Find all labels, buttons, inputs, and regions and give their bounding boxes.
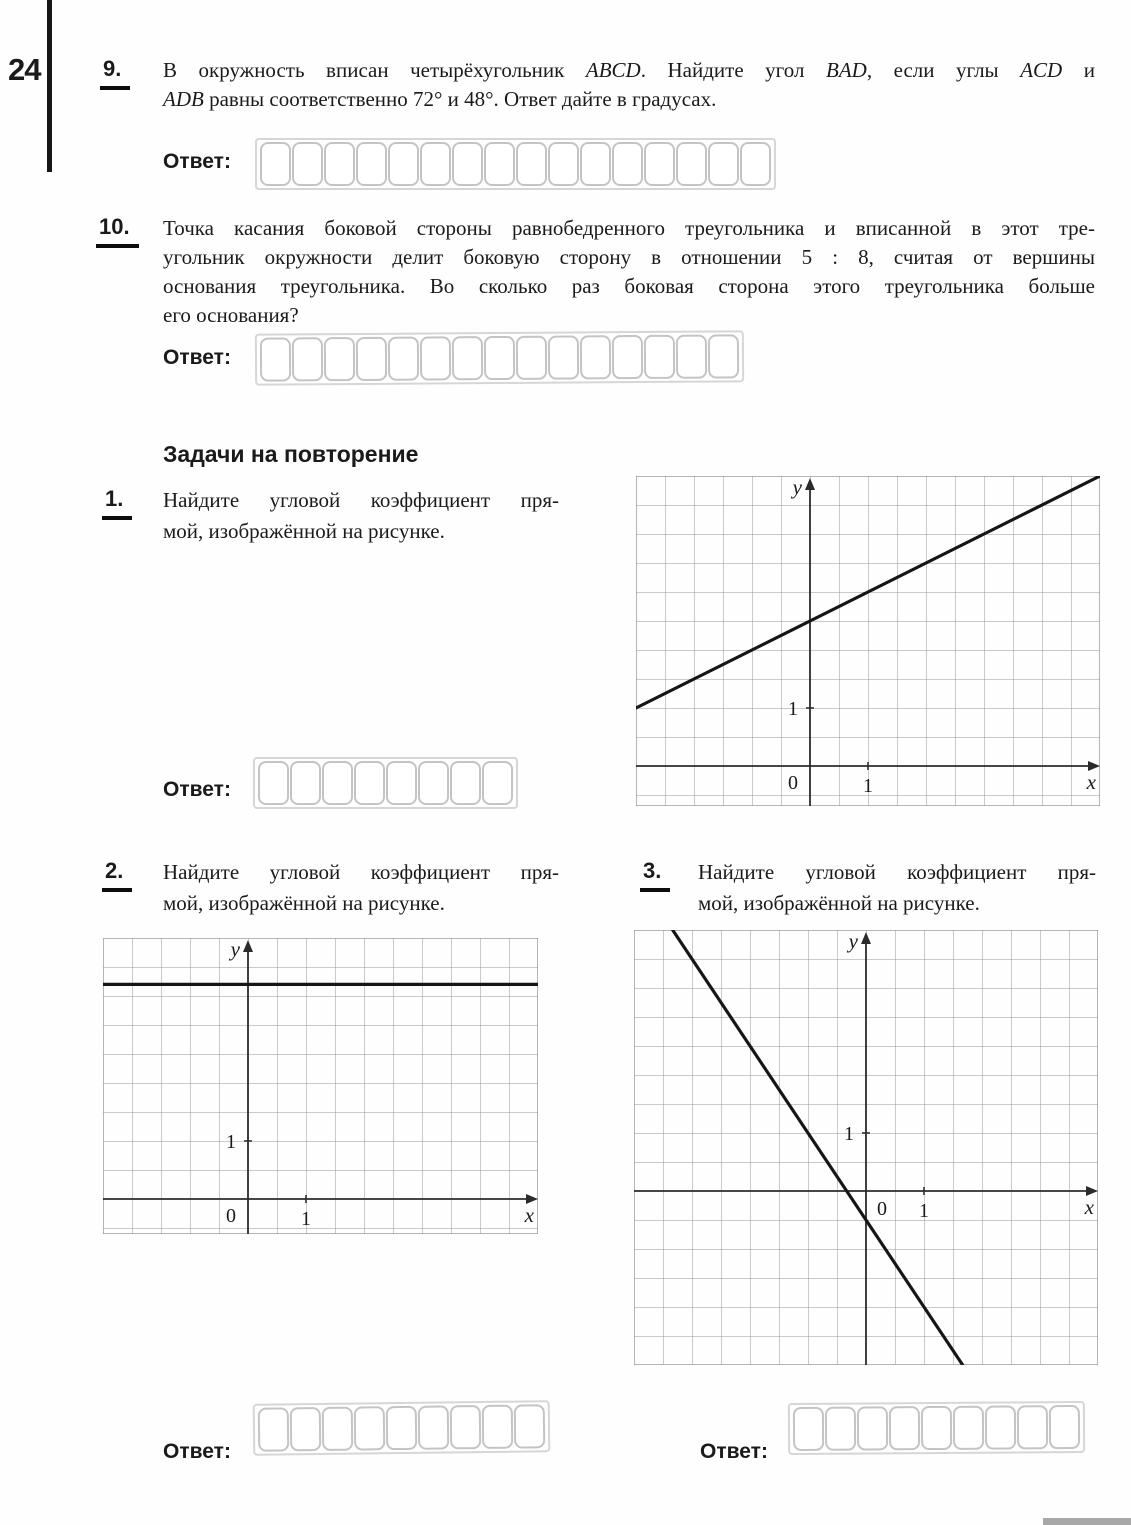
answer-label-9: Ответ: <box>163 150 231 173</box>
graph-3 <box>634 930 1098 1365</box>
answer-cell[interactable] <box>985 1405 1016 1449</box>
answer-cell[interactable] <box>612 142 643 186</box>
answer-cell[interactable] <box>292 142 323 186</box>
problem-9-line-1: В окружность вписан четырёхугольник ABCD. Найдите угол BAD, если углы ACD и <box>163 58 1095 82</box>
origin-label: 0 <box>226 1205 236 1227</box>
x-tick-label: 1 <box>863 775 873 797</box>
origin-label: 0 <box>788 772 798 794</box>
problem-10-text <box>163 214 1095 330</box>
answer-cell[interactable] <box>580 335 611 379</box>
problem-2-text <box>163 857 559 919</box>
answer-cell[interactable] <box>516 142 547 186</box>
answer-cell[interactable] <box>676 142 707 186</box>
answer-cell[interactable] <box>322 761 353 805</box>
x-tick-label: 1 <box>301 1208 311 1230</box>
answer-cell[interactable] <box>290 1407 322 1451</box>
answer-cell[interactable] <box>322 1407 354 1451</box>
answer-cell[interactable] <box>356 337 387 381</box>
answer-cell[interactable] <box>612 335 643 379</box>
problem-1-number: 1. <box>102 486 132 520</box>
answer-strip-1[interactable] <box>253 757 518 809</box>
problem-3-text <box>698 857 1096 919</box>
section-title: Задачи на повторение <box>163 441 419 467</box>
answer-cell[interactable] <box>324 337 355 381</box>
answer-cell[interactable] <box>793 1407 824 1451</box>
answer-cell[interactable] <box>258 761 289 805</box>
answer-cell[interactable] <box>292 337 323 381</box>
problem-9-number: 9. <box>100 56 130 90</box>
answer-label-2: Ответ: <box>163 1440 231 1463</box>
answer-cell[interactable] <box>354 1406 386 1450</box>
answer-cell[interactable] <box>953 1406 984 1450</box>
grid <box>636 476 1100 806</box>
problem-3-line-2: мой, изображённой на рисунке. <box>698 891 980 915</box>
answer-strip-10[interactable] <box>255 330 744 385</box>
problem-3-number: 3. <box>640 858 670 892</box>
problem-2-number: 2. <box>102 858 132 892</box>
answer-label-3: Ответ: <box>700 1440 768 1463</box>
answer-cell[interactable] <box>418 1405 450 1449</box>
y-axis-label: y <box>848 930 858 953</box>
answer-cell[interactable] <box>1017 1405 1048 1449</box>
problem-9-text <box>163 56 1095 114</box>
answer-cell[interactable] <box>644 335 675 379</box>
answer-cell[interactable] <box>388 142 419 186</box>
answer-cell[interactable] <box>484 142 515 186</box>
answer-cell[interactable] <box>708 334 739 378</box>
answer-cell[interactable] <box>708 142 739 186</box>
answer-cell[interactable] <box>258 1407 290 1451</box>
answer-cell[interactable] <box>324 142 355 186</box>
x-axis-label: x <box>524 1203 534 1227</box>
answer-cell[interactable] <box>290 761 321 805</box>
problem-3-line-1: Найдите угловой коэффициент пря- <box>698 860 1096 884</box>
answer-cell[interactable] <box>418 761 449 805</box>
answer-cell[interactable] <box>452 336 483 380</box>
graph-1 <box>636 476 1100 806</box>
answer-cell[interactable] <box>921 1406 952 1450</box>
problem-10-line-3: основания треугольника. Во сколько раз боковая сторона этого треугольника больше <box>163 274 1095 298</box>
answer-cell[interactable] <box>356 142 387 186</box>
y-axis-label: y <box>792 476 802 499</box>
answer-cell[interactable] <box>644 142 675 186</box>
answer-label-10: Ответ: <box>163 346 231 369</box>
answer-cell[interactable] <box>857 1406 888 1450</box>
y-tick-label: 1 <box>788 698 798 720</box>
answer-cell[interactable] <box>740 142 771 186</box>
answer-cell[interactable] <box>548 142 579 186</box>
problem-10-line-4: его основания? <box>163 303 299 327</box>
problem-1-text <box>163 485 559 547</box>
grid <box>103 938 538 1234</box>
answer-cell[interactable] <box>482 1405 514 1449</box>
problem-2-line-2: мой, изображённой на рисунке. <box>163 891 445 915</box>
x-axis-label: x <box>1084 1195 1094 1219</box>
answer-cell[interactable] <box>450 761 481 805</box>
answer-cell[interactable] <box>482 761 513 805</box>
answer-cell[interactable] <box>354 761 385 805</box>
problem-10-number: 10. <box>96 214 139 248</box>
answer-cell[interactable] <box>388 337 419 381</box>
answer-strip-3[interactable] <box>788 1401 1085 1455</box>
graph-2 <box>103 938 538 1234</box>
problem-2-line-1: Найдите угловой коэффициент пря- <box>163 860 559 884</box>
problem-1-line-2: мой, изображённой на рисунке. <box>163 519 445 543</box>
problem-1-line-1: Найдите угловой коэффициент пря- <box>163 488 559 512</box>
y-axis-label: y <box>230 938 240 961</box>
answer-cell[interactable] <box>825 1407 856 1451</box>
answer-cell[interactable] <box>452 142 483 186</box>
answer-cell[interactable] <box>386 1406 418 1450</box>
answer-cell[interactable] <box>420 336 451 380</box>
scan-edge-mark <box>1043 1518 1131 1525</box>
x-tick-label: 1 <box>919 1200 929 1222</box>
answer-cell[interactable] <box>1049 1405 1080 1449</box>
answer-cell[interactable] <box>580 142 611 186</box>
problem-10-line-1: Точка касания боковой стороны равнобедренного треугольника и вписанной в этот тре- <box>163 216 1095 240</box>
answer-label-1: Ответ: <box>163 778 231 801</box>
y-tick-label: 1 <box>226 1131 236 1153</box>
answer-cell[interactable] <box>386 761 417 805</box>
answer-cell[interactable] <box>889 1406 920 1450</box>
page-number: 24 <box>8 52 41 87</box>
answer-cell[interactable] <box>260 142 291 186</box>
problem-10-line-2: угольник окружности делит боковую сторону в отношении 5 : 8, считая от вершины <box>163 245 1095 269</box>
answer-cell[interactable] <box>450 1405 482 1449</box>
answer-cell[interactable] <box>260 337 291 381</box>
answer-cell[interactable] <box>548 335 579 379</box>
answer-cell[interactable] <box>514 1404 546 1448</box>
y-tick-label: 1 <box>844 1123 854 1145</box>
answer-cell[interactable] <box>484 336 515 380</box>
problem-9-line-2: ADB равны соответственно 72° и 48°. Ответ дайте в градусах. <box>163 87 717 111</box>
answer-strip-2[interactable] <box>253 1400 551 1456</box>
answer-cell[interactable] <box>676 335 707 379</box>
x-axis-label: x <box>1086 770 1096 794</box>
margin-bar <box>47 0 52 172</box>
answer-cell[interactable] <box>420 142 451 186</box>
answer-cell[interactable] <box>516 336 547 380</box>
origin-label: 0 <box>877 1198 887 1220</box>
answer-strip-9[interactable] <box>255 138 776 190</box>
